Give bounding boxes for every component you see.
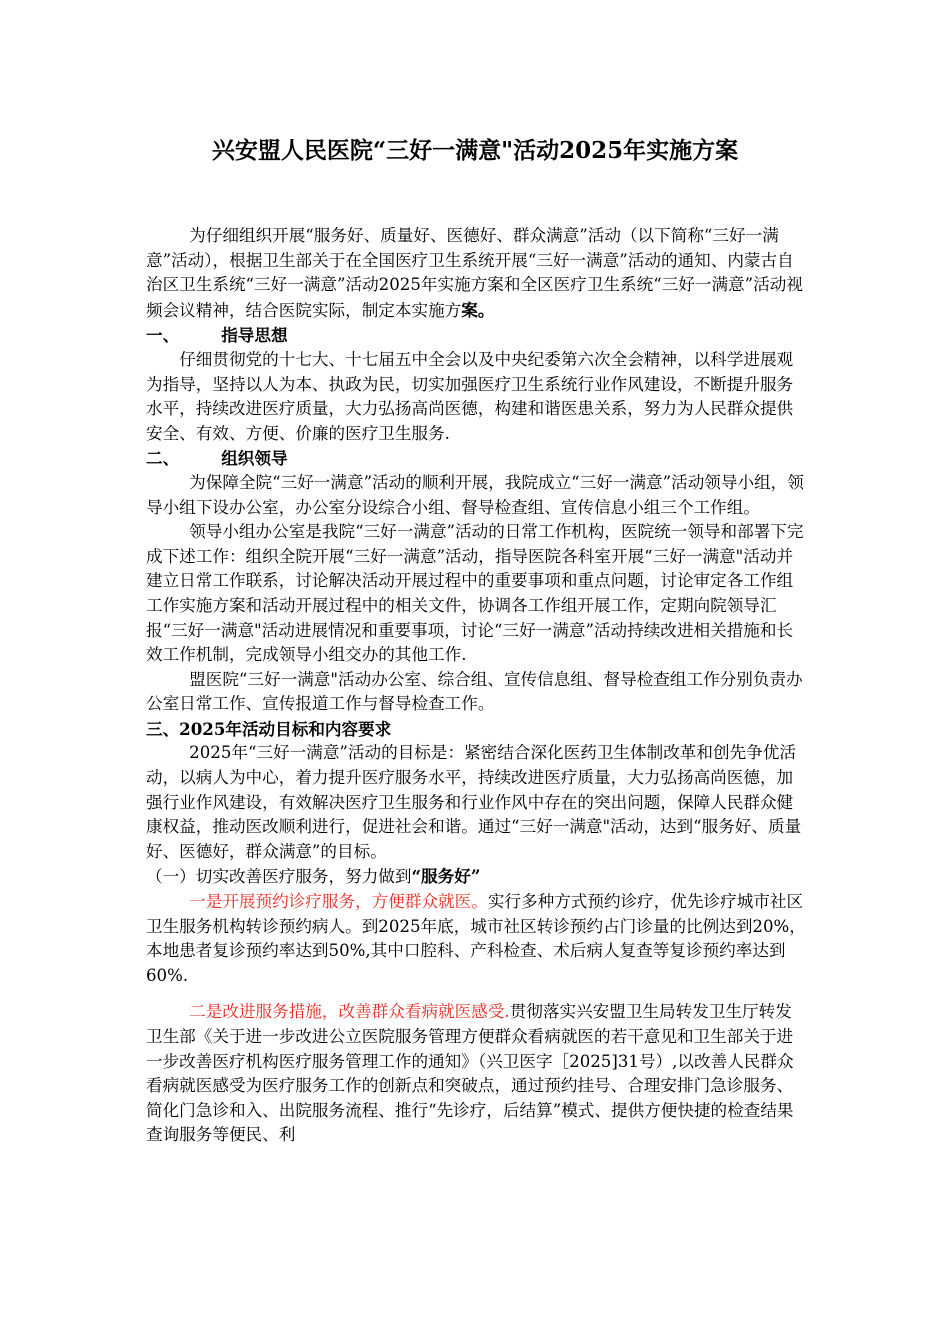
intro-bold-tail: 案。 (461, 299, 495, 320)
intro-paragraph (146, 224, 808, 323)
section-3-heading: 三、2025年活动目标和内容要求 (146, 718, 392, 739)
item-1-text: 实行多种方式预约诊疗，优先诊疗城市社区卫生服务机构转诊预约病人。到2025年底，城市社区转诊预约占门诊量的比例达到20%，本地患者复诊预约率达到50%,其中口腔科、产科检查、术后病人复查等复诊预约率达到60%. (146, 892, 806, 985)
item-1-paragraph (146, 890, 808, 988)
item-2-lead: 二是改进服务措施，改善群众看病就医感受. (189, 1002, 510, 1022)
subsection-1-heading (146, 864, 808, 890)
item-1-lead: 一是开展预约诊疗服务，方便群众就医。 (189, 892, 488, 912)
section-1-title: 指导思想 (221, 325, 288, 346)
item-2-text: 贯彻落实兴安盟卫生局转发卫生厅转发卫生部《关于进一步改进公立医院服务管理方便群众看病就医的若干意见和卫生部关于进一步改善医疗机构医疗服务管理工作的通知》（兴卫医字［2025]31号）,以改善人民群众看病就医感受为医疗服务工作的创新点和突破点，通过预约挂号、合理安排门急诊服务、简化门急诊和入、出院服务流程、推行“先诊疗，后结算”模式、提供方便快捷的检查结果查询服务等便民、利 (146, 1002, 794, 1145)
subsection-1-bold-end: “服务好” (411, 866, 481, 887)
section-2-paragraph-2: 领导小组办公室是我院“三好一满意”活动的日常工作机构，医院统一领导和部署下完成下述工作：组织全院开展“三好一满意”活动，指导医院各科室开展“三好一满意"活动并建立日常工作联系，讨论解决活动开展过程中的重要事项和重点问题，讨论审定各工作组工作实施方案和活动开展过程中的相关文件，协调各工作组开展工作，定期向院领导汇报“三好一满意"活动进展情况和重要事项，讨论“三好一满意”活动持续改进相关措施和长效工作机制，完成领导小组交办的其他工作. (146, 522, 804, 665)
document-body (146, 224, 808, 1148)
section-3-paragraph: 2025年“三好一满意”活动的目标是：紧密结合深化医药卫生体制改革和创先争优活动，以病人为中心，着力提升医疗服务水平，持续改进医疗质量，大力弘扬高尚医德，加强行业作风建设，有效解决医疗卫生服务和行业作风中存在的突出问题，保障人民群众健康权益，推动医改顺利进行，促进社会和谐。通过“三好一满意"活动，达到“服务好、质量好、医德好，群众满意”的目标。 (146, 743, 802, 861)
section-2-paragraph-1: 为保障全院“三好一满意”活动的顺利开展，我院成立“三好一满意”活动领导小组，领导小组下设办公室，办公室分设综合小组、督导检查组、宣传信息小组三个工作组。 (146, 472, 804, 517)
section-1-heading (146, 323, 808, 348)
item-2-paragraph (146, 1000, 808, 1148)
section-2-title: 组织领导 (221, 448, 288, 469)
section-1-paragraph: 仔细贯彻党的十七大、十七届五中全会以及中央纪委第六次全会精神，以科学进展观为指导，坚持以人为本、执政为民，切实加强医疗卫生系统行业作风建设，不断提升服务水平，持续改进医疗质量，大力弘扬高尚医德，构建和谐医患关系，努力为人民群众提供安全、有效、方便、价廉的医疗卫生服务. (146, 349, 794, 443)
section-2-paragraph-3: 盟医院“三好一满意"活动办公室、综合组、宣传信息组、督导检查组工作分别负责办公室日常工作、宣传报道工作与督导检查工作。 (146, 669, 803, 714)
subsection-1-prefix: （一）切实改善医疗服务，努力做到 (146, 867, 412, 887)
intro-text: 为仔细组织开展“服务好、质量好、医德好、群众满意”活动（以下简称“三好一满意”活动），根据卫生部关于在全国医疗卫生系统开展“三好一满意”活动的通知、内蒙古自治区卫生系统“三好一满意”活动2025年实施方案和全区医疗卫生系统“三好一满意”活动视频会议精神，结合医院实际，制定本实施方 (146, 226, 803, 320)
document-title: 兴安盟人民医院“三好一满意"活动2025年实施方案 (211, 137, 739, 164)
section-2-heading (146, 446, 808, 471)
section-1-number: 一、 (146, 325, 180, 346)
section-2-number: 二、 (146, 448, 180, 469)
